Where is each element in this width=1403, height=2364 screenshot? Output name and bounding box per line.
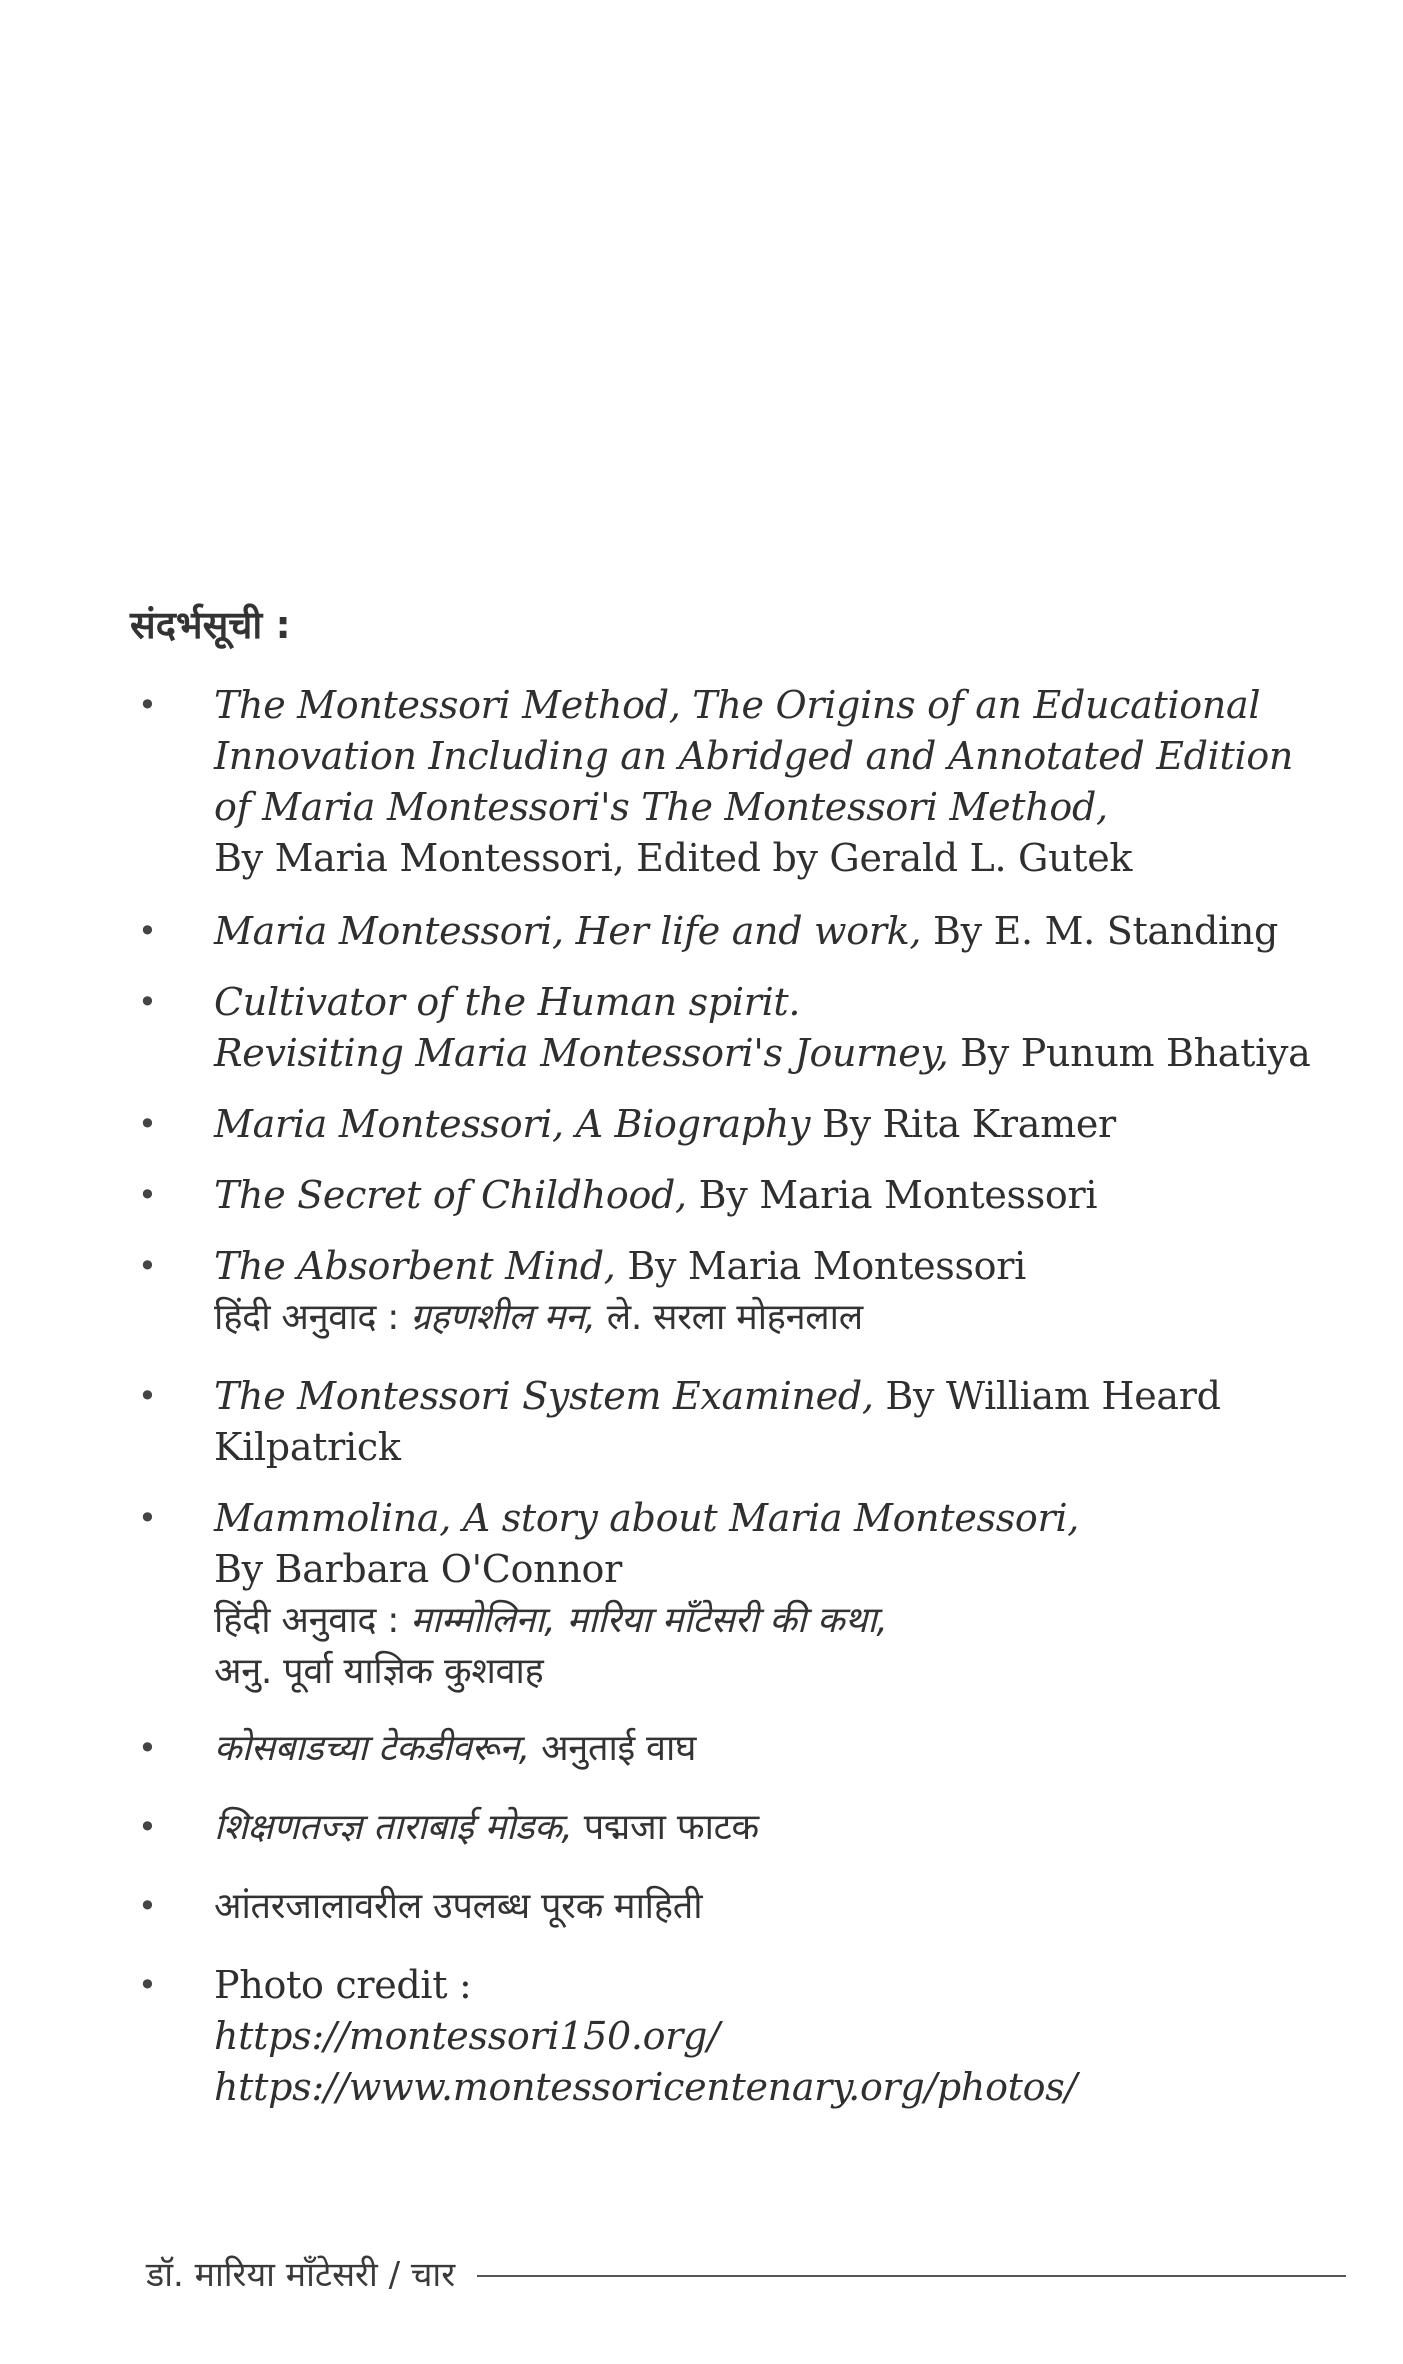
list-item xyxy=(138,1099,1338,1150)
ref-author: By Maria Montessori, Edited by Gerald L. Gutek xyxy=(214,836,1133,880)
ref-author: By Maria Montessori xyxy=(686,1173,1098,1217)
bullet-icon: • xyxy=(138,1966,157,2004)
list-item xyxy=(138,977,1338,1079)
ref-title: The Montessori System Examined, xyxy=(214,1374,874,1418)
ref-author: पद्मजा फाटक xyxy=(572,1807,759,1848)
ref-title-line: The Montessori Method, The Origins of an Educational xyxy=(214,683,1261,727)
photo-credit-label: Photo credit : xyxy=(214,1963,472,2007)
bullet-icon: • xyxy=(138,686,157,724)
list-item xyxy=(138,1493,1338,1697)
ref-text: आंतरजालावरील उपलब्ध पूरक माहिती xyxy=(214,1886,703,1927)
hindi-title: माम्मोलिना, मारिया माँटेसरी की कथा, xyxy=(410,1600,888,1641)
footer-divider xyxy=(477,2275,1346,2277)
bullet-icon: • xyxy=(138,983,157,1021)
bullet-icon: • xyxy=(138,1887,157,1925)
bullet-icon: • xyxy=(138,1105,157,1143)
page-footer xyxy=(146,2250,1346,2296)
hindi-title: ग्रहणशील मन, xyxy=(410,1297,596,1338)
hindi-author: ले. सरला मोहनलाल xyxy=(595,1297,863,1338)
list-item xyxy=(138,906,1338,957)
hindi-translation-label: हिंदी अनुवाद : xyxy=(214,1600,411,1641)
ref-title-line: Cultivator of the Human spirit. xyxy=(214,980,801,1024)
ref-title-line: of Maria Montessori's The Montessori Method, xyxy=(214,785,1108,829)
hindi-translation-label: हिंदी अनुवाद : xyxy=(214,1297,411,1338)
ref-title: Maria Montessori, Her life and work, xyxy=(214,909,922,953)
list-item xyxy=(138,1241,1338,1343)
list-item xyxy=(138,1170,1338,1221)
bullet-icon: • xyxy=(138,1176,157,1214)
photo-credit-link[interactable]: https://www.montessoricentenary.org/photos/ xyxy=(214,2065,1077,2109)
list-item xyxy=(138,1371,1338,1473)
list-item xyxy=(138,1960,1338,2113)
ref-author: By Punum Bhatiya xyxy=(948,1031,1311,1075)
reference-list xyxy=(138,680,1338,2133)
ref-title: कोसबाडच्या टेकडीवरून, xyxy=(214,1728,530,1769)
ref-author: अनुताई वाघ xyxy=(529,1728,697,1769)
bullet-icon: • xyxy=(138,1247,157,1285)
page-title: संदर्भसूची : xyxy=(130,603,291,647)
bullet-icon: • xyxy=(138,1499,157,1537)
photo-credit-link[interactable]: https://montessori150.org/ xyxy=(214,2014,720,2058)
ref-title: The Absorbent Mind, xyxy=(214,1244,616,1288)
ref-title: The Secret of Childhood, xyxy=(214,1173,687,1217)
bullet-icon: • xyxy=(138,1729,157,1767)
list-item xyxy=(138,1723,1338,1774)
list-item xyxy=(138,1881,1338,1932)
ref-title: Mammolina, A story about Maria Montessori, xyxy=(214,1496,1079,1540)
footer-running-title: डॉ. मारिया माँटेसरी / चार xyxy=(146,2255,456,2295)
ref-author: By Rita Kramer xyxy=(810,1102,1116,1146)
ref-author: By Maria Montessori xyxy=(615,1244,1026,1288)
ref-author: By William Heard xyxy=(873,1374,1221,1418)
bullet-icon: • xyxy=(138,1377,157,1415)
hindi-translator: अनु. पूर्वा याज्ञिक कुशवाह xyxy=(214,1651,544,1692)
ref-title: Maria Montessori, A Biography xyxy=(214,1102,811,1146)
ref-author: By Barbara O'Connor xyxy=(214,1547,622,1591)
ref-title-line: Innovation Including an Abridged and Annotated Edition xyxy=(214,734,1294,778)
list-item xyxy=(138,1802,1338,1853)
bullet-icon: • xyxy=(138,1808,157,1846)
bullet-icon: • xyxy=(138,912,157,950)
ref-title: शिक्षणतज्ज्ञ ताराबाई मोडक, xyxy=(214,1807,573,1848)
list-item xyxy=(138,680,1338,884)
ref-author-continued: Kilpatrick xyxy=(214,1425,401,1469)
ref-title-line: Revisiting Maria Montessori's Journey, xyxy=(214,1031,949,1075)
ref-author: By E. M. Standing xyxy=(921,909,1279,953)
